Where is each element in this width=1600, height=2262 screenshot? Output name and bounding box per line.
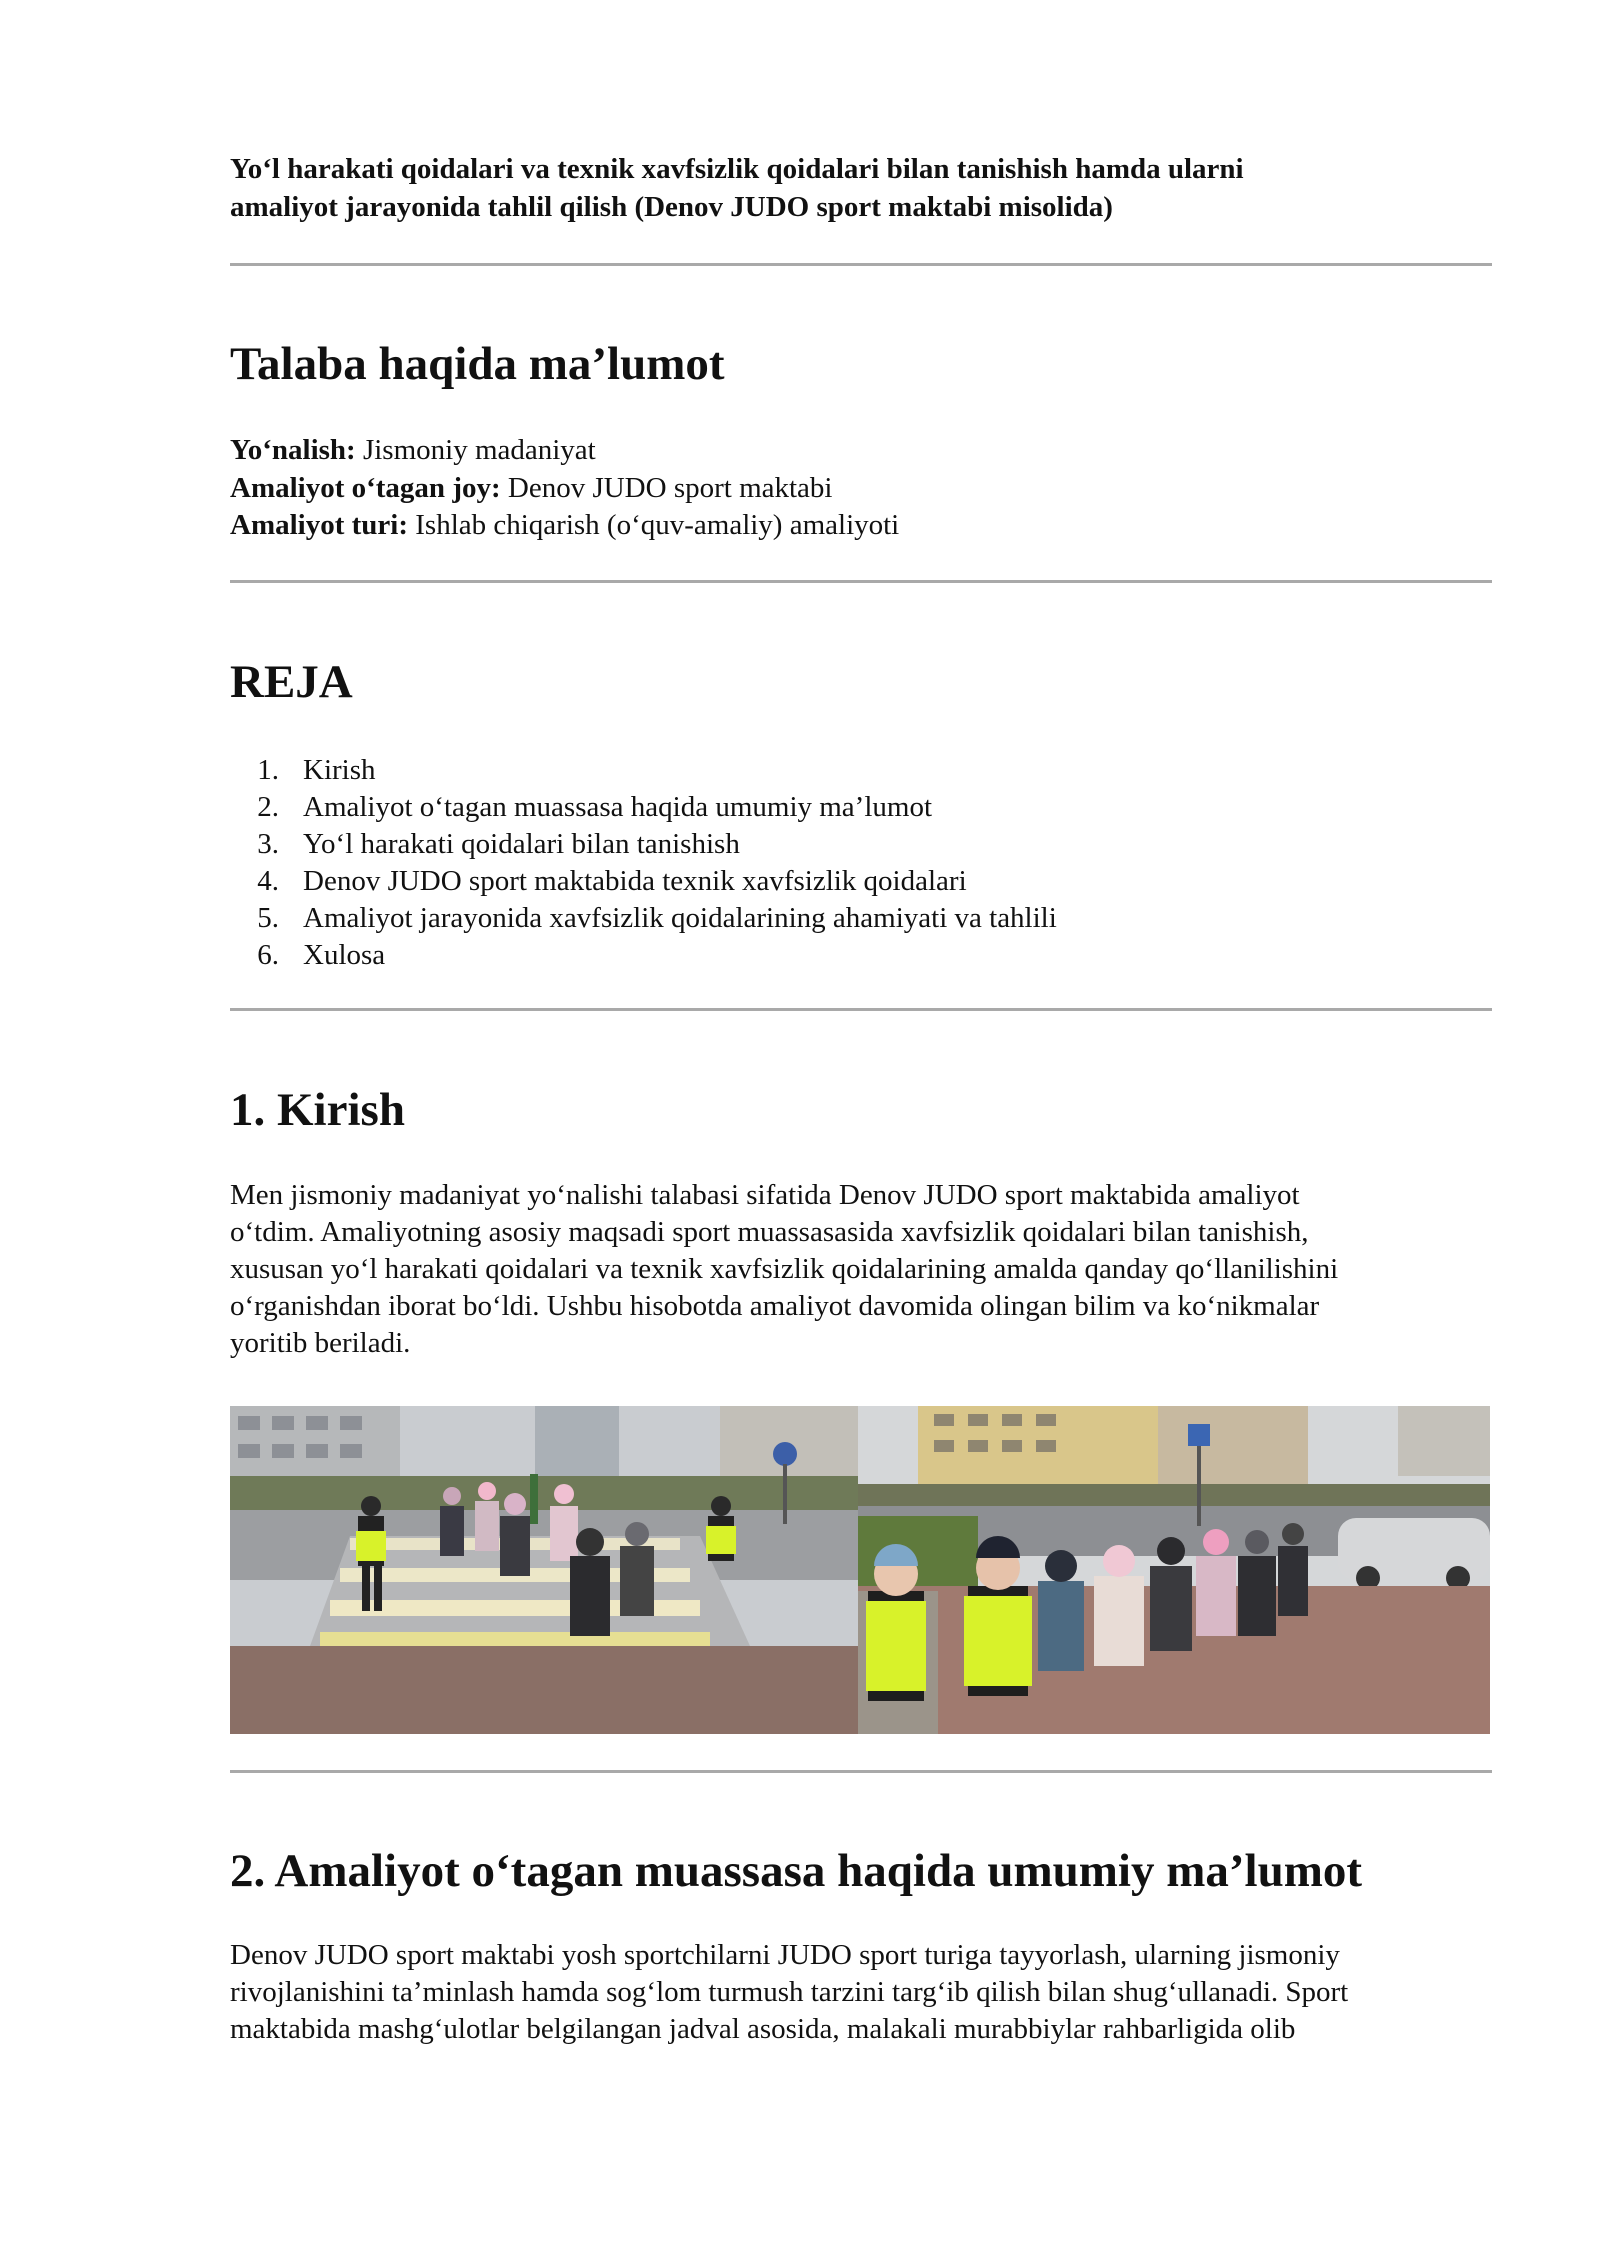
paragraph-line: o‘tdim. Amaliyotning asosiy maqsadi sport muassasasida xavfsizlik qoidalari bilan tanishish,: [230, 1216, 1309, 1248]
crossing-photos: [230, 1406, 1490, 1734]
paragraph-line: maktabida mashg‘ulotlar belgilangan jadval asosida, malakali murabbiylar rahbarligida olib: [230, 2013, 1296, 2045]
horizontal-rule: [230, 263, 1492, 266]
horizontal-rule: [230, 1008, 1492, 1011]
info-row-direction: [230, 432, 899, 470]
plan-item-text: Kirish: [303, 754, 376, 786]
student-info-heading: Talaba haqida ma’lumot: [230, 338, 725, 390]
section2-heading: 2. Amaliyot o‘tagan muassasa haqida umumiy ma’lumot: [230, 1845, 1363, 1897]
plan-item: [230, 752, 1057, 789]
plan-item: [230, 826, 1057, 863]
paragraph-line: Men jismoniy madaniyat yo‘nalishi talabasi sifatida Denov JUDO sport maktabida amaliyot: [230, 1179, 1300, 1211]
paragraph-line: xususan yo‘l harakati qoidalari va texnik xavfsizlik qoidalarining amalda qanday qo‘llanilishini: [230, 1253, 1339, 1285]
plan-item-number: 4.: [257, 865, 279, 897]
plan-heading: REJA: [230, 656, 353, 708]
info-value: Denov JUDO sport maktabi: [500, 471, 833, 504]
plan-item-text: Amaliyot o‘tagan muassasa haqida umumiy ma’lumot: [303, 791, 933, 823]
paragraph-line: rivojlanishini ta’minlash hamda sog‘lom turmush tarzini targ‘ib qilish bilan shug‘ullanadi. Sport: [230, 1976, 1349, 2008]
paragraph-line: o‘rganishdan iborat bo‘ldi. Ushbu hisobotda amaliyot davomida olingan bilim va ko‘nikmalar: [230, 1290, 1320, 1322]
student-info-block: [230, 432, 899, 545]
paragraph-line: yoritib beriladi.: [230, 1327, 411, 1359]
horizontal-rule: [230, 580, 1492, 583]
info-value: Jismoniy madaniyat: [355, 434, 596, 466]
plan-item-text: Amaliyot jarayonida xavfsizlik qoidalarining ahamiyati va tahlili: [303, 902, 1057, 934]
paragraph-line: Denov JUDO sport maktabi yosh sportchilarni JUDO sport turiga tayyorlash, ularning jismoniy: [230, 1939, 1340, 1971]
horizontal-rule: [230, 1770, 1492, 1773]
info-row-type: [230, 507, 899, 545]
document-title-line: amaliyot jarayonida tahlil qilish (Denov JUDO sport maktabi misolida): [230, 191, 1113, 223]
plan-item-number: 1.: [257, 754, 279, 786]
section1-paragraph: [230, 1177, 1492, 1362]
plan-item-number: 6.: [257, 939, 279, 971]
info-label: Yo‘nalish:: [230, 434, 356, 466]
document-title-line: Yo‘l harakati qoidalari va texnik xavfsizlik qoidalari bilan tanishish hamda ularni: [230, 153, 1244, 185]
plan-item-number: 3.: [257, 828, 279, 860]
plan-item: [230, 863, 1057, 900]
plan-item-text: Denov JUDO sport maktabida texnik xavfsizlik qoidalari: [303, 865, 967, 897]
plan-item: [230, 789, 1057, 826]
info-value: Ishlab chiqarish (o‘quv-amaliy) amaliyoti: [408, 509, 900, 541]
plan-item: [230, 937, 1057, 974]
info-label: Amaliyot turi:: [230, 509, 408, 541]
plan-item-text: Xulosa: [303, 939, 386, 971]
photo-left-crosswalk: [230, 1406, 858, 1734]
plan-item-number: 2.: [257, 791, 279, 823]
plan-item-number: 5.: [257, 902, 279, 934]
document-title: [230, 150, 1430, 226]
section1-heading: 1. Kirish: [230, 1084, 405, 1136]
plan-list: [230, 752, 1057, 974]
plan-item: [230, 900, 1057, 937]
section2-paragraph: [230, 1937, 1492, 2048]
info-row-place: [230, 470, 899, 508]
info-label: Amaliyot o‘tagan joy:: [230, 471, 501, 504]
photo-right-children: [858, 1406, 1490, 1734]
plan-item-text: Yo‘l harakati qoidalari bilan tanishish: [303, 828, 740, 860]
